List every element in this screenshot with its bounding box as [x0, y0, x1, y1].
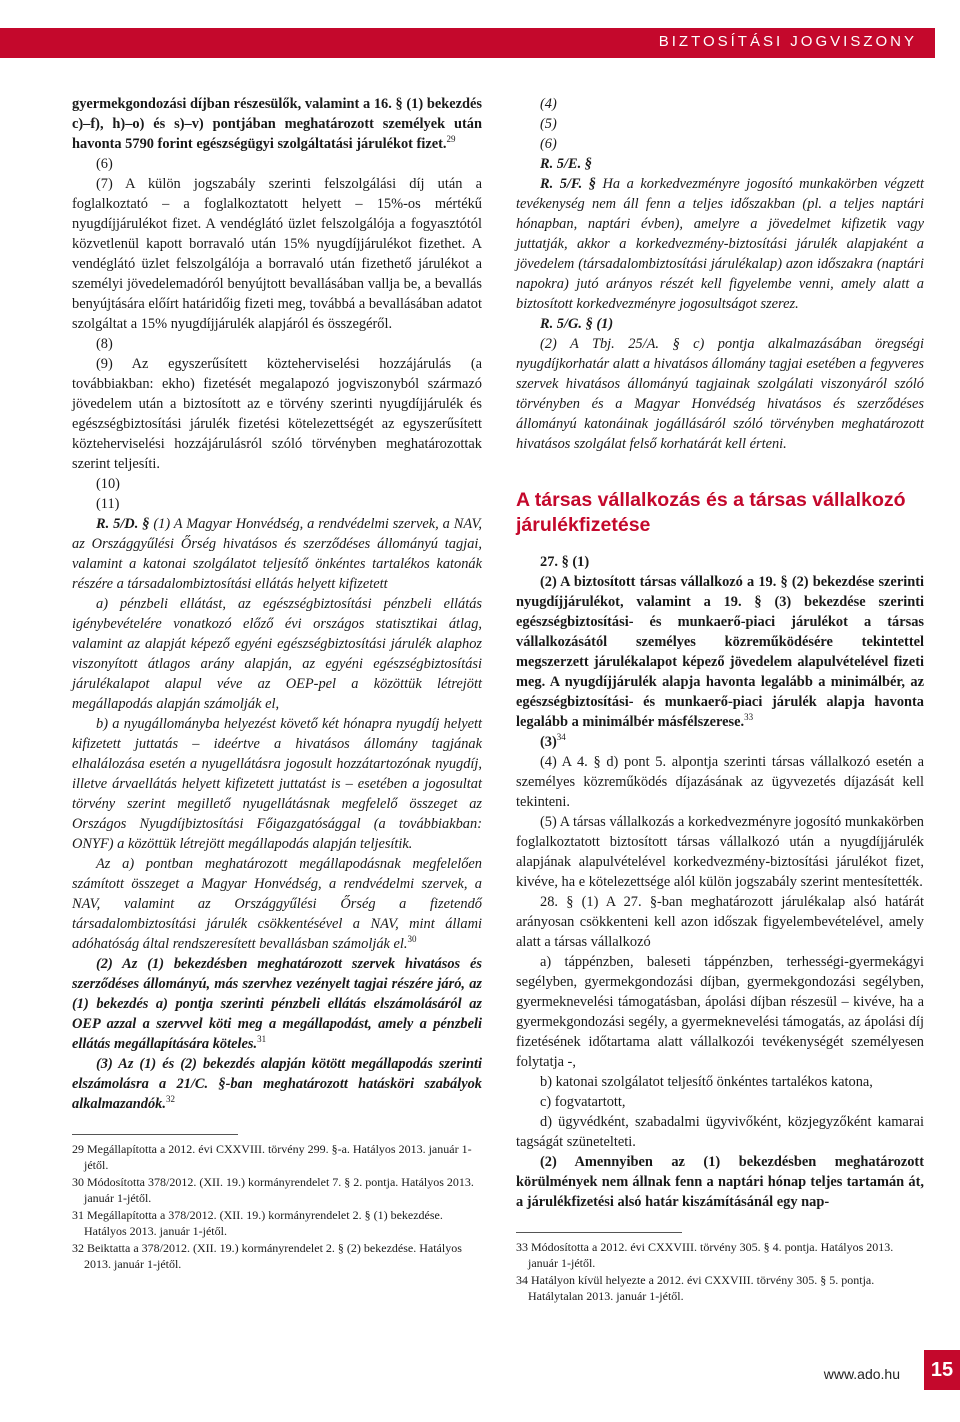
- footnote: 30 Módosította 378/2012. (XII. 19.) kormányrendelet 7. § 2. pontja. Hatályos 2013. január 1-jétől.: [72, 1175, 474, 1205]
- paragraph: (11): [96, 496, 120, 512]
- paragraph: R. 5/G. § (1): [540, 316, 614, 332]
- paragraph: d) ügyvédként, szabadalmi ügyvivőként, közjegyzőként kamarai tagságát szünetelteti.: [516, 1114, 924, 1150]
- paragraph: (2) Amennyiben az (1) bekezdésben meghatározott körülmények nem állnak fenn a naptári hónap teljes tartamán át, a járulékfizetési alsó határ kiszámításánál egy nap-: [516, 1154, 924, 1210]
- paragraph: R. 5/F. § Ha a korkedvezményre jogosító munkakörben végzett tevékenység nem áll fenn a teljes időszakban (pl. a teljes naptári hónapban, naptári évben), amelyre a jövedelmet kifizetik vagy juttatják, akkor a korkedvezmény-biztosítási járulék alapjaként a jövedelem (társadalombiztosítási járulékalap) azon időszakra (naptári napokra) jutó arányos részét kell figyelembe venni, amely alatt a biztosított korkedvezményre jogosultságot szerez.: [516, 176, 924, 312]
- paragraph: (6): [540, 136, 557, 152]
- paragraph: 28. § (1) A 27. §-ban meghatározott járulékalap alsó határát arányosan csökkenteni kell azon időszak figyelembevételével, amely alatt a társas vállalkozó: [516, 894, 924, 950]
- paragraph: b) a nyugállományba helyezést követő két hónapra nyugdíj helyett kifizetett juttatás – ideértve a hivatásos állomány tagjának elhalálozása esetén a nyugellátásra jogosult hozzátartozónak nyugdíj, illetve árvaellátás helyett kifizetett juttatást is – esetében a jogosultat törvény szerint megillető nyugellátásnak megfelelő összeget az Országos Nyugdíjbiztosítási Főigazgatósággal (a továbbiakban: ONYF) a közöttük létrejött megállapodás alapján teljesítik.: [72, 716, 482, 852]
- paragraph: (5): [540, 116, 557, 132]
- footnote: 33 Módosította a 2012. évi CXXVIII. törvény 305. § 4. pontja. Hatályos 2013. január 1-jétől.: [516, 1240, 894, 1270]
- website-link[interactable]: www.ado.hu: [823, 1366, 900, 1382]
- paragraph: a) pénzbeli ellátást, az egészségbiztosítási pénzbeli ellátás igénybevételére vonatkozó előző évi országos statisztikai átlag, valamint az alapját képező egyéni egészségbiztosítási járulék alaphoz viszonyított átlagos arány alapján, az egyéni egészségbiztosítási járulékalapot alapul véve az OEP-pel a közöttük létrejött megállapodás alapján számolják el,: [72, 596, 482, 712]
- paragraph: (6): [96, 156, 113, 172]
- page-footer: [0, 1350, 960, 1390]
- paragraph: (2) A biztosított társas vállalkozó a 19. § (2) bekezdése szerinti nyugdíjjárulékot, valamint a 19. § (3) bekezdése szerinti egészségbiztosítási- és munkaerő-piaci járulékot a társas vállalkozásától személyes közreműködésére tekintettel megszerzett járulékalapot képező jövedelem alapulvételével fizeti meg. A nyugdíjjárulék alapja havonta legalább a minimálbér, az egészségbiztosítási- és munkaerő-piaci járulék alapja havonta legalább a minimálbér másfélszerese.$^{33}$: [516, 574, 924, 730]
- paragraph: (2) A Tbj. 25/A. § c) pontja alkalmazásában öregségi nyugdíjkorhatár alatt a hivatásos állomány tagjai esetében a fegyveres szervek hivatásos állományú tagjainak szolgálati viszonyáról szóló törvényben és a Magyar Honvédség hivatásos és szerződéses állományú katonáinak jogállásáról szóló törvényben meghatározott hivatásos szolgálat felső korhatárát kell érteni.: [516, 336, 924, 452]
- paragraph: $(3)^{34}$: [540, 732, 566, 750]
- paragraph: gyermekgondozási díjban részesülők, valamint a 16. § (1) bekezdés c)–f), h)–o) és s)–v) pontjában meghatározott személyek után havonta 5790 forint egészségügyi szolgáltatási járulékot fizet.$^{29}$: [72, 96, 482, 152]
- paragraph: (7) A külön jogszabály szerinti felszolgálási díj után a foglalkoztató – a foglalkoztatott helyett – 15%-os mértékű nyugdíjjárulékot fizet. A vendéglátó üzlet felszolgálója a fogyasztótól közvetlenül kapott borravaló után 15% nyugdíjjárulékot fizethet. A vendéglátó üzlet felszolgálója a borravaló után fizethető járulékot a személyi jövedelemadóról benyújtott bevallásában vallja be, a bevallás benyújtására előírt határidőig fizeti meg, továbbá a bevallásában adatot szolgáltat a 15% nyugdíjjárulék alapjáról és összegéről.: [72, 176, 482, 332]
- paragraph: b) katonai szolgálatot teljesítő önkéntes tartalékos katona,: [540, 1074, 873, 1090]
- paragraph: R. 5/D. § (1) A Magyar Honvédség, a rendvédelmi szervek, a NAV, az Országgyűlési Őrség hivatásos és szerződéses állományú tagjai, valamint a katonai szolgálatot teljesítő önkéntes tartalékos katonák részére a társadalombiztosítási ellátás helyett kifizetett: [72, 516, 482, 592]
- footnote: 29 Megállapította a 2012. évi CXXVIII. törvény 299. §-a. Hatályos 2013. január 1-jétől.: [72, 1142, 472, 1172]
- paragraph: R. 5/E. §: [540, 156, 592, 172]
- paragraph: (4): [540, 96, 557, 112]
- footnote: 34 Hatályon kívül helyezte a 2012. évi CXXVIII. törvény 305. § 5. pontja. Hatálytalan 2013. január 1-jétől.: [516, 1273, 875, 1303]
- paragraph: a) táppénzben, baleseti táppénzben, terhességi-gyermekágyi segélyben, gyermekgondozási díjban, gyermekgondozási segélyben, gyermeknevelési támogatásban, ápolási díjban részesül – kivéve, ha a gyermekgondozási segély, a gyermeknevelési támogatás, az ápolási díj fizetésének időtartama alatt vállalkozói tevékenységét személyesen folytatja -,: [516, 954, 924, 1070]
- paragraph: Az a) pontban meghatározott megállapodásnak megfelelően számított összeget a Magyar Honvédség, a rendvédelmi szervek, a NAV, valamint az Országgyűlési Őrség a fizetendő társadalombiztosítási járulék csökkentésével a NAV, mint állami adóhatóság által rendszeresített bevallásban számolják el.$^{30}$: [72, 856, 482, 952]
- paragraph: (9) Az egyszerűsített közteherviselési hozzájárulás (a továbbiakban: ekho) fizetését megalapozó jogviszonyból származó jövedelem után a biztosított az e törvény szerinti nyugdíjjárulék és egészségbiztosítási járulék fizetési kötelezettségét az egyszerűsített közteherviselési hozzájárulásról szóló törvényben meghatározottak szerint teljesíti.: [72, 356, 482, 472]
- paragraph: (8): [96, 336, 113, 352]
- footnote: 31 Megállapította a 378/2012. (XII. 19.) kormányrendelet 2. § (1) bekezdése. Hatályos 2013. január 1-jétől.: [72, 1208, 443, 1238]
- right-column: [516, 94, 924, 1305]
- footnote-divider: [72, 1134, 238, 1135]
- footnotes: [516, 1239, 924, 1304]
- section-heading: A társas vállalkozás és a társas vállalkozó járulékfizetése: [516, 489, 906, 536]
- paragraph: (5) A társas vállalkozás a korkedvezményre jogosító munkakörben foglalkoztatott biztosított társas vállalkozó után a nyugdíjjárulék alapjának alapulvételével korkedvezmény-biztosítási járulékot fizet, kivéve, ha e kötelezettsége alól külön jogszabály szerint mentesítették.: [516, 814, 924, 890]
- paragraph: c) fogvatartott,: [540, 1094, 626, 1110]
- page-number: 15: [924, 1350, 960, 1390]
- paragraph: (4) A 4. § d) pont 5. alpontja szerinti társas vállalkozó esetén a személyes közreműködés díjazásának az ügyvezetés díjazását kell tekinteni.: [516, 754, 924, 810]
- paragraph: (3) Az (1) és (2) bekezdés alapján kötött megállapodás szerinti elszámolásra a 21/C. §-ban meghatározott hatásköri szabályok alkalmazandók.$^{32}$: [72, 1056, 482, 1112]
- footnote-divider: [516, 1232, 682, 1233]
- paragraph: (2) Az (1) bekezdésben meghatározott szervek hivatásos és szerződéses állományú, más szervhez vezényelt tagjai részére járó, az (1) bekezdés a) pontja szerinti pénzbeli ellátás elszámolásáról az OEP azzal a szervvel köti meg a megállapodást, amely a pénzbeli ellátás megállapítására köteles.$^{31}$: [72, 956, 482, 1052]
- paragraph: (10): [96, 476, 120, 492]
- left-column: [72, 94, 482, 1273]
- footnotes: [72, 1141, 482, 1272]
- footnote: 32 Beiktatta a 378/2012. (XII. 19.) kormányrendelet 2. § (2) bekezdése. Hatályos 2013. január 1-jétől.: [72, 1241, 462, 1271]
- paragraph: 27. § (1): [540, 554, 590, 570]
- section-title: BIZTOSÍTÁSI JOGVISZONY: [658, 33, 917, 50]
- header-bar: [0, 28, 935, 58]
